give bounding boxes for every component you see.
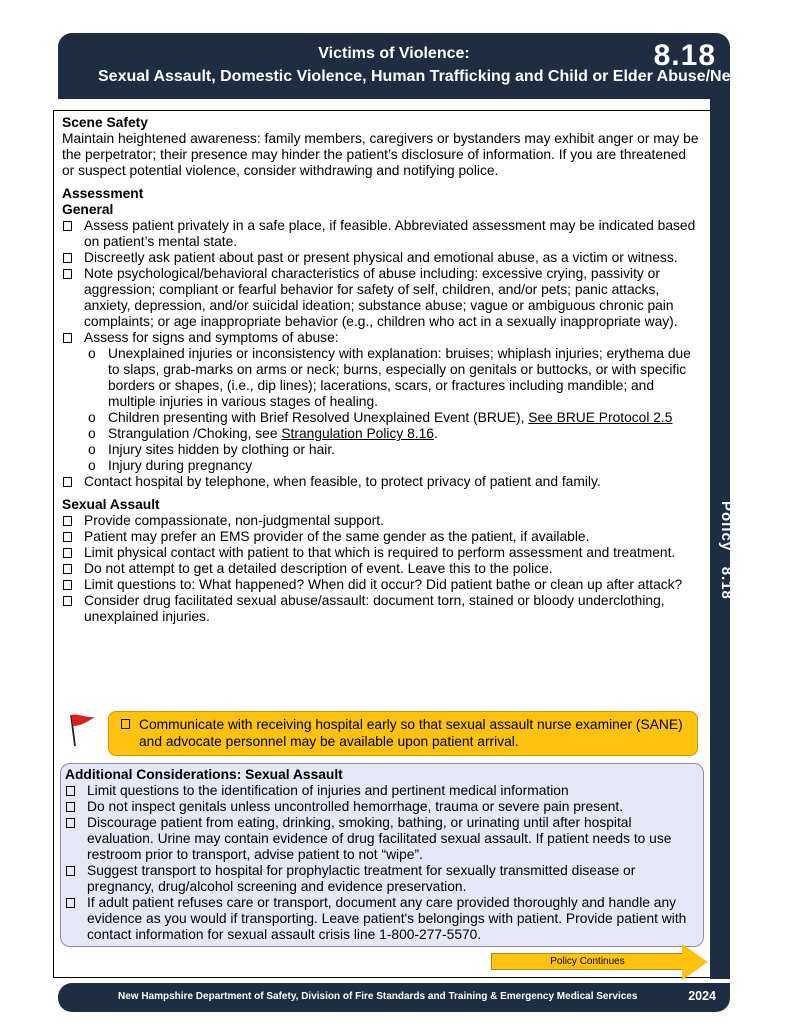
list-item: Provide compassionate, non-judgmental support. bbox=[62, 513, 702, 529]
circle-bullet-icon: o bbox=[88, 442, 96, 457]
list-item: Discreetly ask patient about past or present physical and emotional abuse, as a victim or witness. bbox=[62, 250, 702, 266]
circle-bullet-icon: o bbox=[88, 346, 96, 361]
list-item: Patient may prefer an EMS provider of the same gender as the patient, if available. bbox=[62, 529, 702, 545]
general-subheading: General bbox=[62, 202, 114, 217]
list-item: Assess patient privately in a safe place, if feasible. Abbreviated assessment may be indicated based on patient’s mental state. bbox=[62, 218, 702, 250]
list-item: Do not inspect genitals unless uncontrolled hemorrhage, trauma or severe pain present. bbox=[65, 799, 697, 815]
assessment-section bbox=[62, 186, 702, 490]
checkbox-icon bbox=[63, 221, 72, 231]
arrow-right-icon bbox=[682, 944, 708, 980]
checkbox-icon bbox=[63, 596, 72, 606]
policy-continues-label: Policy Continues bbox=[491, 953, 683, 970]
list-item: If adult patient refuses care or transport, document any care provided thoroughly and handle any evidence as you would if transporting. Leave patient's belongings with patient. Provide patient with contact information for sexual assault crisis line 1-800-277-5570. bbox=[65, 895, 697, 943]
list-item: Do not attempt to get a detailed description of event. Leave this to the police. bbox=[62, 561, 702, 577]
circle-bullet-icon: o bbox=[88, 410, 96, 425]
checkbox-icon bbox=[63, 564, 72, 574]
sub-list-item: o Children presenting with Brief Resolved Unexplained Event (BRUE), See BRUE Protocol 2.5 bbox=[88, 410, 673, 425]
checkbox-icon bbox=[63, 333, 72, 343]
policy-number: 8.18 bbox=[653, 39, 716, 72]
checkbox-icon bbox=[66, 786, 75, 796]
page-footer bbox=[58, 983, 730, 1012]
policy-continues-arrow[interactable] bbox=[491, 944, 713, 980]
checkbox-icon bbox=[63, 548, 72, 558]
circle-bullet-icon: o bbox=[88, 458, 96, 473]
sexual-assault-heading: Sexual Assault bbox=[62, 497, 160, 512]
checkbox-icon bbox=[63, 532, 72, 542]
list-item: Suggest transport to hospital for prophylactic treatment for sexually transmitted disease or pregnancy, drug/alcohol screening and evidence preservation. bbox=[65, 863, 697, 895]
checkbox-icon bbox=[66, 898, 75, 908]
checkbox-icon bbox=[66, 802, 75, 812]
sexual-assault-section bbox=[62, 497, 702, 625]
scene-safety-section bbox=[62, 115, 702, 179]
sub-list-item: o Injury sites hidden by clothing or hair. bbox=[88, 442, 336, 457]
checkbox-icon bbox=[63, 269, 72, 279]
checkbox-icon bbox=[63, 477, 72, 487]
checkbox-icon bbox=[66, 866, 75, 876]
list-item: Discourage patient from eating, drinking, smoking, bathing, or urinating until after hospital evaluation. Urine may contain evidence of drug facilitated sexual assault. If patient needs to use restroom prior to transport, advise patient to not “wipe”. bbox=[65, 815, 697, 863]
sidebar-label: Policy 8.18 bbox=[718, 500, 735, 600]
additional-considerations-box bbox=[60, 763, 704, 947]
header-title-line1: Victims of Violence: bbox=[318, 45, 470, 62]
callout-text: Communicate with receiving hospital early so that sexual assault nurse examiner (SANE) and advocate personnel may be available upon patient arrival. bbox=[139, 717, 683, 749]
sub-list-item: o Strangulation /Choking, see Strangulation Policy 8.16. bbox=[88, 426, 438, 441]
assessment-heading: Assessment bbox=[62, 186, 144, 201]
list-item: Limit physical contact with patient to that which is required to perform assessment and treatment. bbox=[62, 545, 702, 561]
sub-list-item: o Unexplained injuries or inconsistency with explanation: bruises; whiplash injuries; erythema due to slaps, grab-marks on arms or neck; burns, especially on genitals or buttocks, or with specific borders or shapes, (i.e., dip lines); lacerations, scars, or fractures including mandible; and multiple injuries in various stages of healing. bbox=[88, 346, 691, 409]
checkbox-icon bbox=[63, 253, 72, 263]
page-header bbox=[58, 33, 768, 99]
list-item: Consider drug facilitated sexual abuse/assault: document torn, stained or bloody underclothing, unexplained injuries. bbox=[62, 593, 702, 625]
list-item: Contact hospital by telephone, when feasible, to protect privacy of patient and family. bbox=[62, 474, 702, 490]
header-title-line2: Sexual Assault, Domestic Violence, Human Trafficking and Child or Elder Abuse/Neglect bbox=[98, 68, 768, 85]
list-item: Assess for signs and symptoms of abuse: bbox=[62, 330, 702, 346]
footer-year: 2024 bbox=[688, 989, 716, 1003]
red-flag-icon bbox=[66, 712, 98, 748]
sane-callout bbox=[108, 711, 698, 756]
sub-list-item: o Injury during pregnancy bbox=[88, 458, 253, 473]
checkbox-icon bbox=[121, 719, 130, 729]
footer-text: New Hampshire Department of Safety, Division of Fire Standards and Training & Emergency Medical Services bbox=[118, 991, 638, 1002]
checkbox-icon bbox=[66, 818, 75, 828]
checkbox-icon bbox=[63, 516, 72, 526]
scene-safety-heading: Scene Safety bbox=[62, 115, 148, 130]
list-item: Note psychological/behavioral characteristics of abuse including: excessive crying, passivity or aggression; compliant or fearful behavior for safety of self, children, and/or pets; panic attacks, anxiety, depression, and/or suicidal ideation; substance abuse; vague or ambiguous chronic pain complaints; or age inappropriate behavior (e.g., children who act in a sexually inappropriate way). bbox=[62, 266, 702, 330]
list-item: Limit questions to the identification of injuries and pertinent medical information bbox=[65, 783, 697, 799]
scene-safety-text: Maintain heightened awareness: family members, caregivers or bystanders may exhibit anger or may be the perpetrator; their presence may hinder the patient’s disclosure of information. If you are threatened or suspect potential violence, consider withdrawing and notifying police. bbox=[62, 131, 699, 178]
main-content bbox=[62, 115, 702, 625]
list-item: Limit questions to: What happened? When did it occur? Did patient bathe or clean up after attack? bbox=[62, 577, 702, 593]
checkbox-icon bbox=[63, 580, 72, 590]
strangulation-policy-link[interactable]: Strangulation Policy 8.16 bbox=[281, 426, 434, 441]
additional-heading: Additional Considerations: Sexual Assault bbox=[65, 767, 343, 782]
brue-protocol-link[interactable]: See BRUE Protocol 2.5 bbox=[528, 410, 673, 425]
circle-bullet-icon: o bbox=[88, 426, 96, 441]
